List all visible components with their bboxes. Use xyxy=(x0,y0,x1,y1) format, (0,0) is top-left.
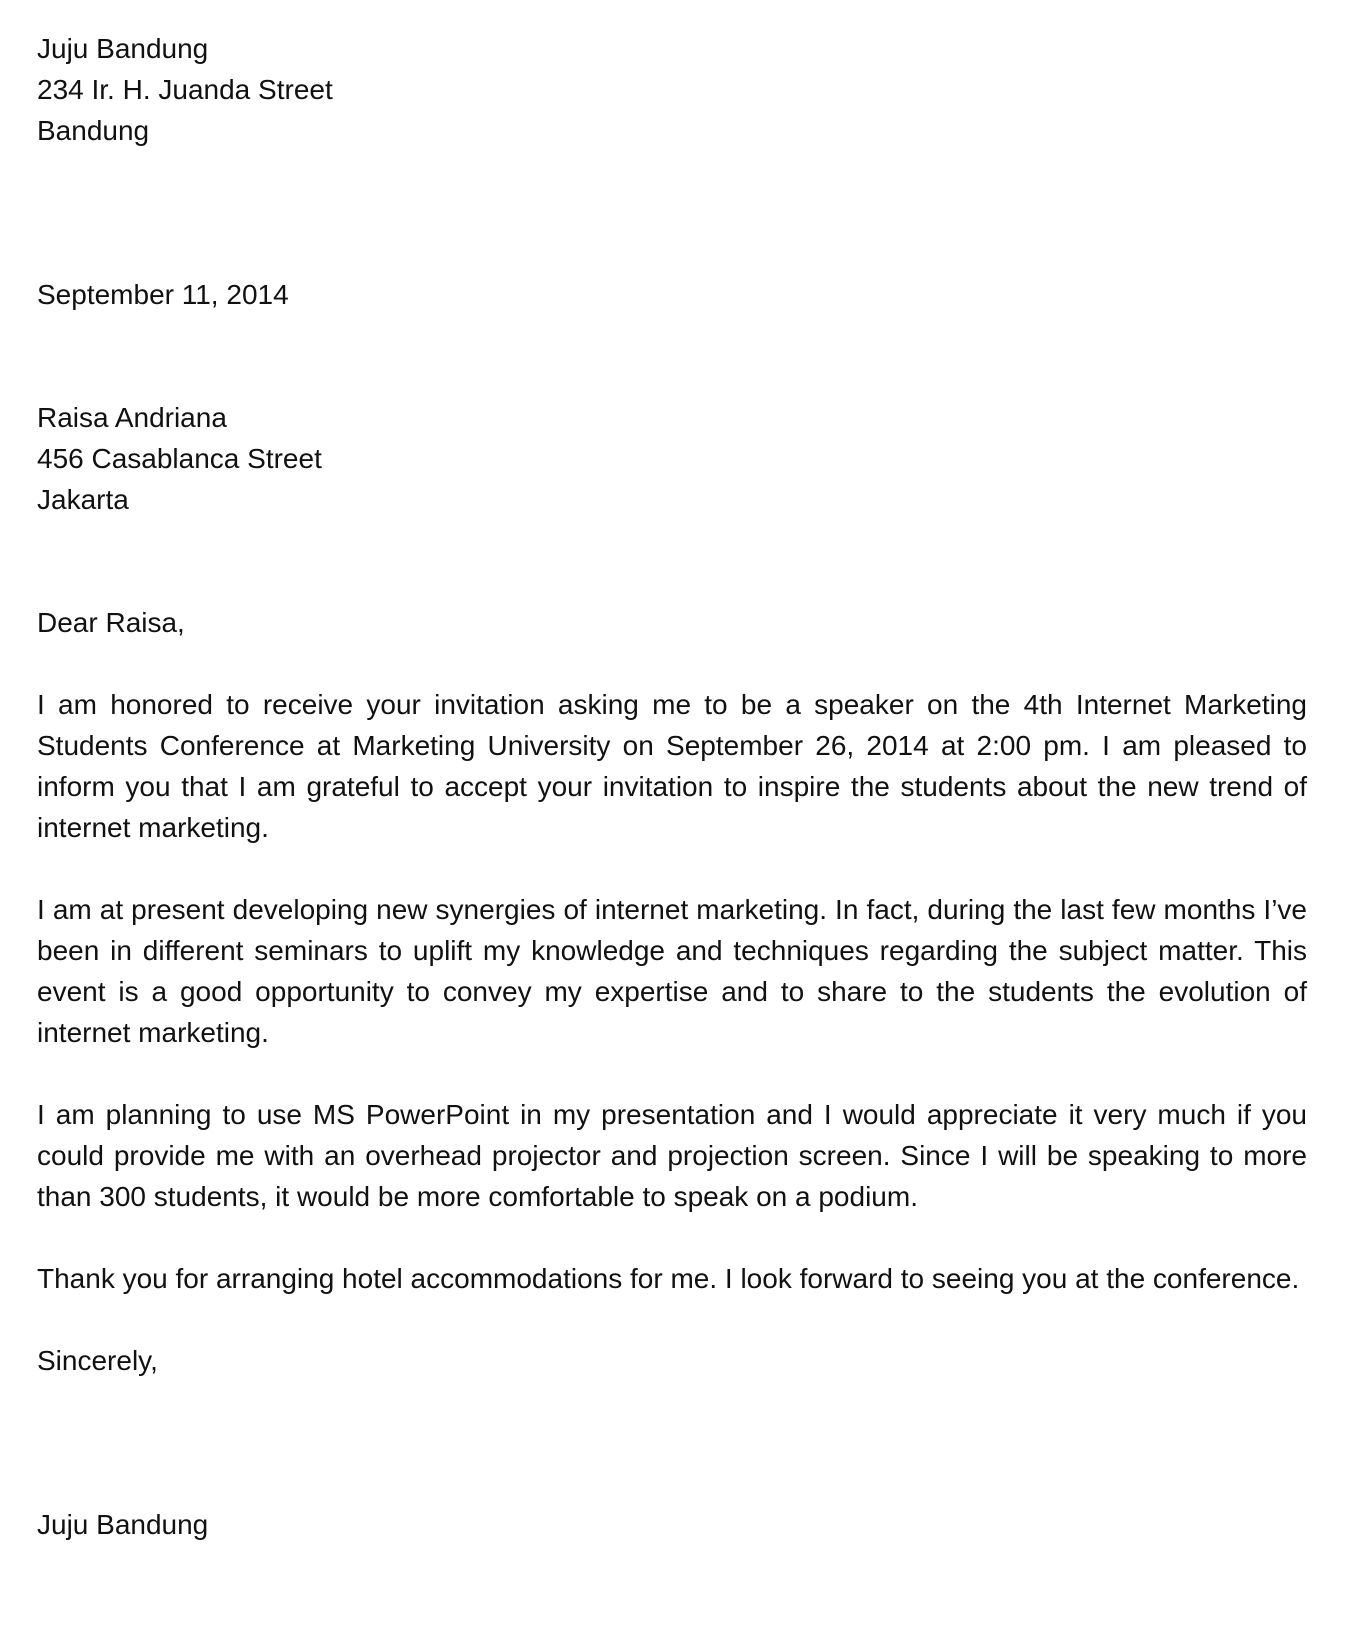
letter xyxy=(37,28,1307,1545)
sender-city: Bandung xyxy=(37,115,150,146)
recipient-name: Raisa Andriana xyxy=(37,402,227,433)
sender-address-block xyxy=(37,28,1307,151)
recipient-city: Jakarta xyxy=(37,484,129,515)
recipient-address-block xyxy=(37,397,1307,520)
body-paragraph-2: I am at present developing new synergies of internet marketing. In fact, during the last few months I’ve been in different seminars to uplift my knowledge and techniques regarding the subject matter. This event is a good opportunity to convey my expertise and to share to the students the evolution of internet marketing. xyxy=(37,894,1307,1048)
signature-name: Juju Bandung xyxy=(37,1509,209,1540)
recipient-street: 456 Casablanca Street xyxy=(37,443,322,474)
sender-street: 234 Ir. H. Juanda Street xyxy=(37,74,333,105)
body-paragraph-3: I am planning to use MS PowerPoint in my presentation and I would appreciate it very much if you could provide me with an overhead projector and projection screen. Since I will be speaking to more than 300 students, it would be more comfortable to speak on a podium. xyxy=(37,1099,1307,1212)
body-paragraph-4: Thank you for arranging hotel accommodations for me. I look forward to seeing you at the conference. xyxy=(37,1263,1300,1294)
sender-name: Juju Bandung xyxy=(37,33,209,64)
salutation: Dear Raisa, xyxy=(37,607,185,638)
closing: Sincerely, xyxy=(37,1345,158,1376)
letter-date: September 11, 2014 xyxy=(37,279,289,310)
body-paragraph-1: I am honored to receive your invitation asking me to be a speaker on the 4th Internet Marketing Students Conference at Marketing University on September 26, 2014 at 2:00 pm. I am pleased to inform you that I am grateful to accept your invitation to inspire the students about the new trend of internet marketing. xyxy=(37,689,1307,843)
